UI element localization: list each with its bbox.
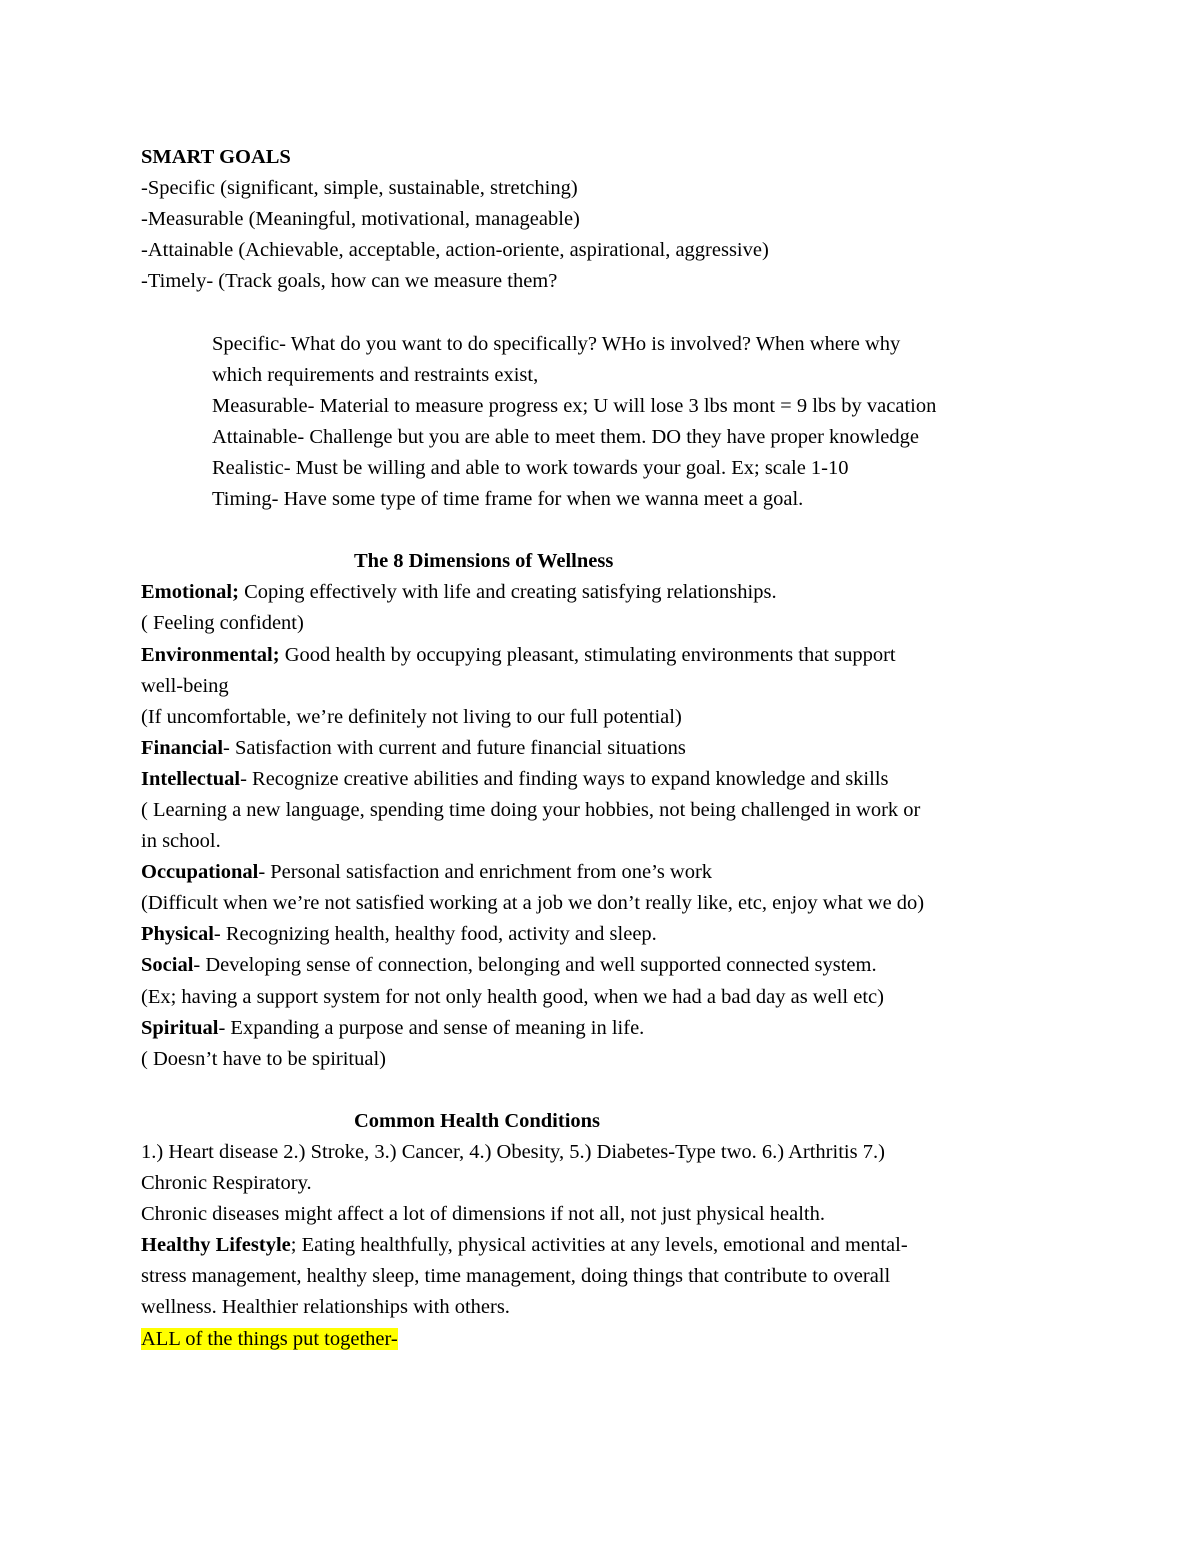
wellness-text: well-being: [141, 674, 229, 697]
conditions-list: 1.) Heart disease 2.) Stroke, 3.) Cancer, 4.) Obesity, 5.) Diabetes-Type two. 6.) Arthritis 7.): [141, 1141, 885, 1163]
smart-detail: Specific- What do you want to do specifically? WHo is involved? When where why: [212, 332, 901, 355]
wellness-spiritual: Spiritual- Expanding a purpose and sense of meaning in life.: [141, 1016, 645, 1039]
smart-detail: Measurable- Material to measure progress ex; U will lose 3 lbs mont = 9 lbs by vacation: [212, 394, 937, 417]
wellness-note: (If uncomfortable, we’re definitely not living to our full potential): [141, 705, 682, 728]
wellness-title: The 8 Dimensions of Wellness: [354, 550, 614, 573]
smart-detail: Realistic- Must be willing and able to work towards your goal. Ex; scale 1-10: [212, 456, 849, 479]
smart-detail: which requirements and restraints exist,: [212, 363, 539, 386]
conditions-list: Chronic Respiratory.: [141, 1172, 312, 1195]
lifestyle-text: wellness. Healthier relationships with others.: [141, 1296, 510, 1319]
term: Emotional;: [141, 581, 239, 604]
smart-list-item: -Specific (significant, simple, sustainable, stretching): [141, 177, 578, 200]
smart-list-item: -Measurable (Meaningful, motivational, manageable): [141, 208, 580, 231]
smart-goals-heading: SMART GOALS: [141, 146, 291, 168]
term: Healthy Lifestyle: [141, 1234, 291, 1257]
smart-list-item: -Timely- (Track goals, how can we measure them?: [141, 270, 558, 293]
conditions-title: Common Health Conditions: [354, 1109, 601, 1132]
term: Financial: [141, 736, 224, 759]
highlighted-line: [141, 1324, 1061, 1355]
term: Spiritual: [141, 1016, 219, 1039]
smart-list-item: -Attainable (Achievable, acceptable, action-oriente, aspirational, aggressive): [141, 239, 769, 262]
wellness-note: (Ex; having a support system for not only health good, when we had a bad day as well etc): [141, 985, 884, 1008]
wellness-occupational: Occupational- Personal satisfaction and enrichment from one’s work: [141, 861, 713, 884]
term: Physical: [141, 923, 214, 946]
lifestyle-text: stress management, healthy sleep, time management, doing things that contribute to overall: [141, 1265, 891, 1288]
term: Occupational: [141, 861, 259, 884]
wellness-note: ( Doesn’t have to be spiritual): [141, 1047, 386, 1070]
smart-detail: Attainable- Challenge but you are able to meet them. DO they have proper knowledge: [212, 425, 920, 448]
wellness-environmental: Environmental; Good health by occupying pleasant, stimulating environments that support: [141, 643, 896, 666]
wellness-financial: Financial- Satisfaction with current and future financial situations: [141, 736, 686, 759]
wellness-note: ( Feeling confident): [141, 612, 304, 635]
healthy-lifestyle: Healthy Lifestyle; Eating healthfully, physical activities at any levels, emotional and mental-: [141, 1234, 908, 1257]
wellness-social: Social- Developing sense of connection, belonging and well supported connected system.: [141, 954, 877, 977]
conditions-note: Chronic diseases might affect a lot of dimensions if not all, not just physical health.: [141, 1203, 825, 1226]
smart-detail: Timing- Have some type of time frame for when we wanna meet a goal.: [212, 488, 804, 511]
wellness-physical: Physical- Recognizing health, healthy food, activity and sleep.: [141, 923, 657, 946]
term: Social: [141, 954, 194, 977]
term: Environmental;: [141, 643, 280, 666]
highlighted-text: ALL of the things put together-: [141, 1327, 398, 1350]
document-page: [141, 142, 1061, 1355]
wellness-note: in school.: [141, 830, 221, 853]
wellness-note: (Difficult when we’re not satisfied working at a job we don’t really like, etc, enjoy what we do): [141, 892, 925, 915]
term: Intellectual: [141, 767, 241, 790]
wellness-intellectual: Intellectual- Recognize creative abilities and finding ways to expand knowledge and skills: [141, 767, 889, 790]
wellness-note: ( Learning a new language, spending time doing your hobbies, not being challenged in work or: [141, 798, 921, 821]
wellness-emotional: Emotional; Coping effectively with life and creating satisfying relationships.: [141, 581, 777, 604]
